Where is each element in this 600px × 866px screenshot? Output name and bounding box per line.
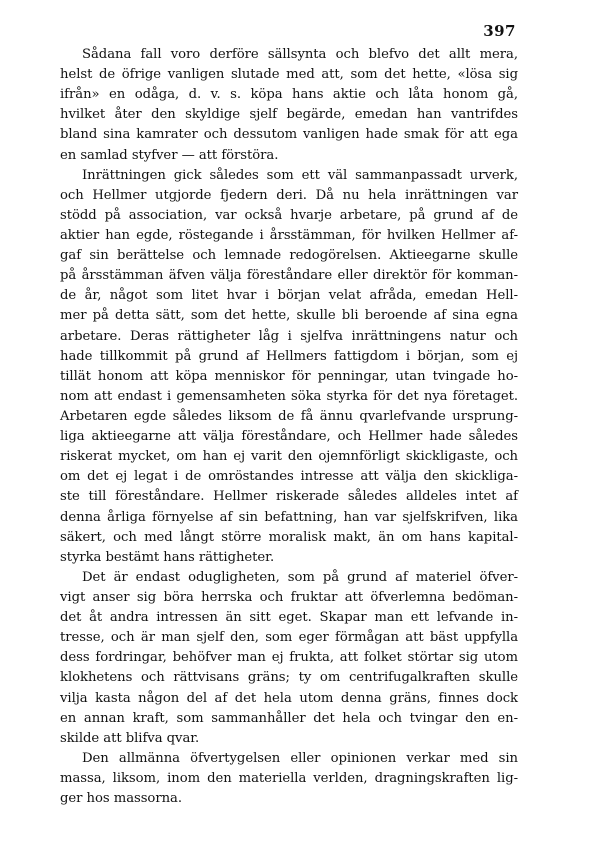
body-text (60, 45, 518, 809)
text-line: massa, liksom, inom den materiella verlden, dragningskraften lig- (60, 770, 518, 786)
text-line: Den allmänna öfvertygelsen eller opinionen verkar med sin (82, 750, 518, 766)
text-line: liga aktieegarne att välja föreståndare, och Hellmer hade således (60, 429, 518, 445)
text-line: säkert, och med långt större moralisk makt, än om hans kapital- (60, 529, 518, 545)
text-line: om det ej legat i de omröstandes intresse att välja den skickliga- (60, 469, 518, 485)
text-line: dess fordringar, behöfver man ej frukta, att folket störtar sig utom (60, 650, 518, 666)
text-line: Det är endast odugligheten, som på grund af materiel öfver- (82, 569, 518, 585)
text-line: aktier han egde, röstegande i årsstämman, för hvilken Hellmer af- (60, 227, 518, 243)
text-line: det åt andra intressen än sitt eget. Skapar man ett lefvande in- (60, 610, 518, 626)
text-line: ger hos massorna. (60, 791, 182, 807)
text-line: tillät honom att köpa menniskor för penningar, utan tvingade ho- (60, 368, 518, 384)
text-line: mer på detta sätt, som det hette, skulle bli beroende af sina egna (60, 308, 518, 324)
text-line: en samlad styfver — att förstöra. (60, 147, 279, 163)
text-line: styrka bestämt hans rättigheter. (60, 549, 275, 565)
text-line: helst de öfrige vanligen slutade med att, som det hette, «lösa sig (60, 67, 518, 83)
text-line: ifrån» en odåga, d. v. s. köpa hans aktie och låta honom gå, (60, 87, 518, 103)
text-line: hade tillkommit på grund af Hellmers fattigdom i början, som ej (60, 348, 518, 364)
text-line: en annan kraft, som sammanhåller det hela och tvingar den en- (60, 710, 518, 726)
text-line: ste till föreståndare. Hellmer riskerade således alldeles intet af (60, 489, 518, 505)
text-line: stödd på association, var också hvarje arbetare, på grund af de (60, 207, 518, 223)
text-line: Inrättningen gick således som ett väl sammanpassadt urverk, (82, 167, 518, 183)
text-line: arbetare. Deras rättigheter låg i sjelfva inrättningens natur och (60, 328, 518, 344)
text-line: de år, något som litet hvar i början velat afråda, emedan Hell- (60, 288, 518, 304)
text-line: nom att endast i gemensamheten söka styrka för det nya företaget. (60, 388, 518, 404)
text-line: hvilket åter den skyldige sjelf begärde, emedan han vantrifdes (60, 107, 518, 123)
text-line: gaf sin berättelse och lemnade redogörelsen. Aktieegarne skulle (60, 248, 518, 264)
text-line: skilde att blifva qvar. (60, 730, 200, 746)
text-line: klokhetens och rättvisans gräns; ty om centrifugalkraften skulle (60, 670, 518, 686)
text-line: Arbetaren egde således liksom de få ännu qvarlefvande ursprung- (60, 408, 518, 424)
text-line: på årsstämman äfven välja föreståndare eller direktör för komman- (60, 268, 518, 284)
text-line: vigt anser sig böra herrska och fruktar att öfverlemna bedöman- (60, 589, 518, 605)
text-line: riskerat mycket, om han ej varit den ojemnförligt skickligaste, och (60, 449, 518, 465)
page-number: 397 (483, 22, 516, 40)
text-line: bland sina kamrater och dessutom vanligen hade smak för att ega (60, 127, 518, 143)
text-line: Sådana fall voro derföre sällsynta och blefvo det allt mera, (82, 47, 518, 62)
text-line: tresse, och är man sjelf den, som eger förmågan att bäst uppfylla (60, 630, 518, 646)
text-line: vilja kasta någon del af det hela utom denna gräns, finnes dock (60, 690, 518, 706)
text-line: denna årliga förnyelse af sin befattning, han var sjelfskrifven, lika (60, 509, 518, 525)
text-line: och Hellmer utgjorde fjedern deri. Då nu hela inrättningen var (60, 187, 518, 203)
